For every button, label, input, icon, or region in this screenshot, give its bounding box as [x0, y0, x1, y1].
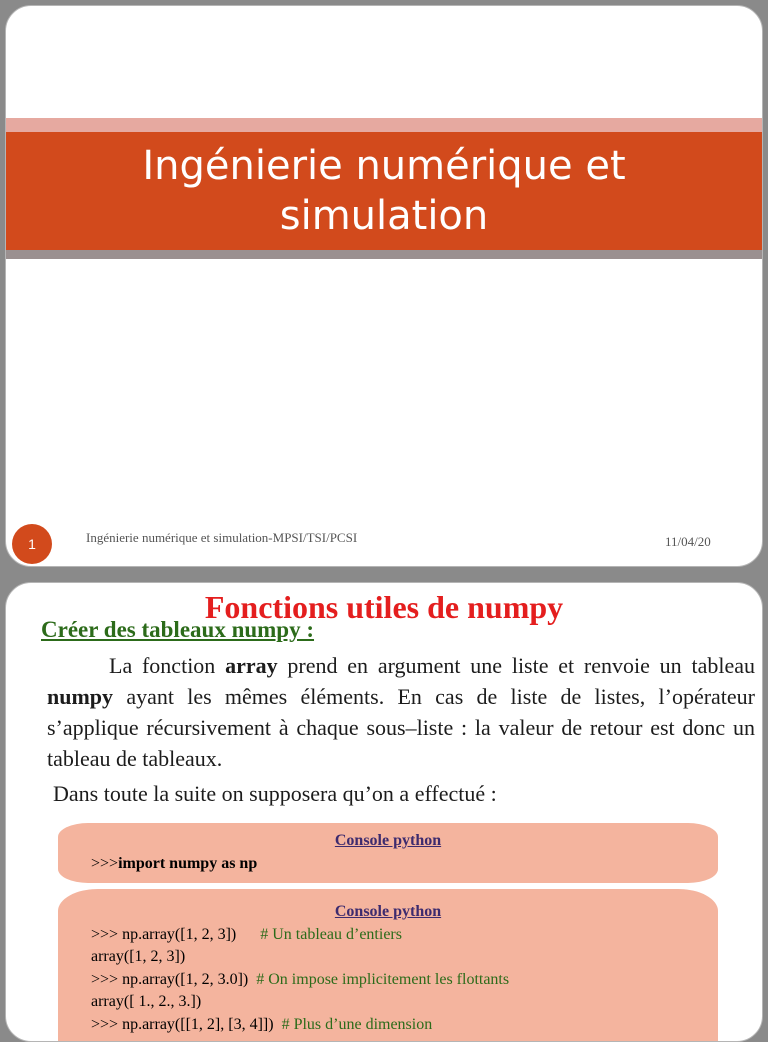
footer-date: 11/04/20	[665, 534, 711, 549]
console-prompt: >>>	[91, 854, 119, 872]
console-title: Console python	[334, 832, 442, 849]
code-comment: # Un tableau d’entiers	[260, 925, 402, 943]
content-slide	[5, 582, 763, 1042]
para-text-3: ayant les mêmes éléments. En cas de liste de listes, l’opérateur s’applique récursivement à chaque sous–liste : la valeur de retour est donc un tableau de tableaux.	[47, 684, 755, 771]
section-subtitle: Créer des tableaux numpy :	[41, 617, 315, 642]
code-text: >>> np.array([1, 2, 3])	[91, 925, 261, 943]
assumption-paragraph: Dans toute la suite on supposera qu’on a effectué :	[53, 781, 497, 806]
slide-title-line1: Ingénierie numérique et	[142, 143, 626, 189]
code-text: >>> np.array([1, 2, 3.0])	[91, 970, 257, 988]
title-band	[6, 132, 762, 250]
intro-paragraph	[47, 650, 755, 774]
code-line	[91, 969, 718, 992]
code-line	[91, 924, 718, 947]
para-keyword-array: array	[225, 653, 278, 678]
code-import: import numpy as np	[118, 854, 258, 872]
code-text: array([ 1., 2., 3.])	[91, 993, 202, 1010]
para-text-1: La fonction	[109, 653, 226, 678]
title-slide	[5, 5, 763, 567]
code-line	[91, 946, 718, 969]
para-text-2: prend en argument une liste et renvoie un tableau	[277, 653, 755, 678]
code-text: array([1, 2, 3])	[91, 948, 186, 965]
console-title: Console python	[334, 903, 442, 920]
code-line	[91, 853, 718, 876]
code-comment: # Plus d’une dimension	[281, 1015, 433, 1033]
code-text: >>> np.array([[1, 2], [3, 4]])	[91, 1015, 282, 1033]
console-box-import	[58, 823, 718, 883]
slide-heading: Fonctions utiles de numpy	[204, 589, 564, 625]
slide-title-line2: simulation	[279, 193, 489, 239]
page-number-badge: 1	[12, 524, 52, 564]
code-line	[91, 991, 718, 1014]
title-top-stripe	[6, 118, 762, 133]
title-bottom-stripe	[6, 250, 762, 259]
code-comment: # On impose implicitement les flottants	[256, 970, 510, 988]
para-keyword-numpy: numpy	[47, 684, 114, 709]
code-line	[91, 1014, 718, 1037]
footer-text: Ingénierie numérique et simulation-MPSI/TSI/PCSI	[86, 530, 358, 545]
console-box-examples	[58, 889, 718, 1042]
